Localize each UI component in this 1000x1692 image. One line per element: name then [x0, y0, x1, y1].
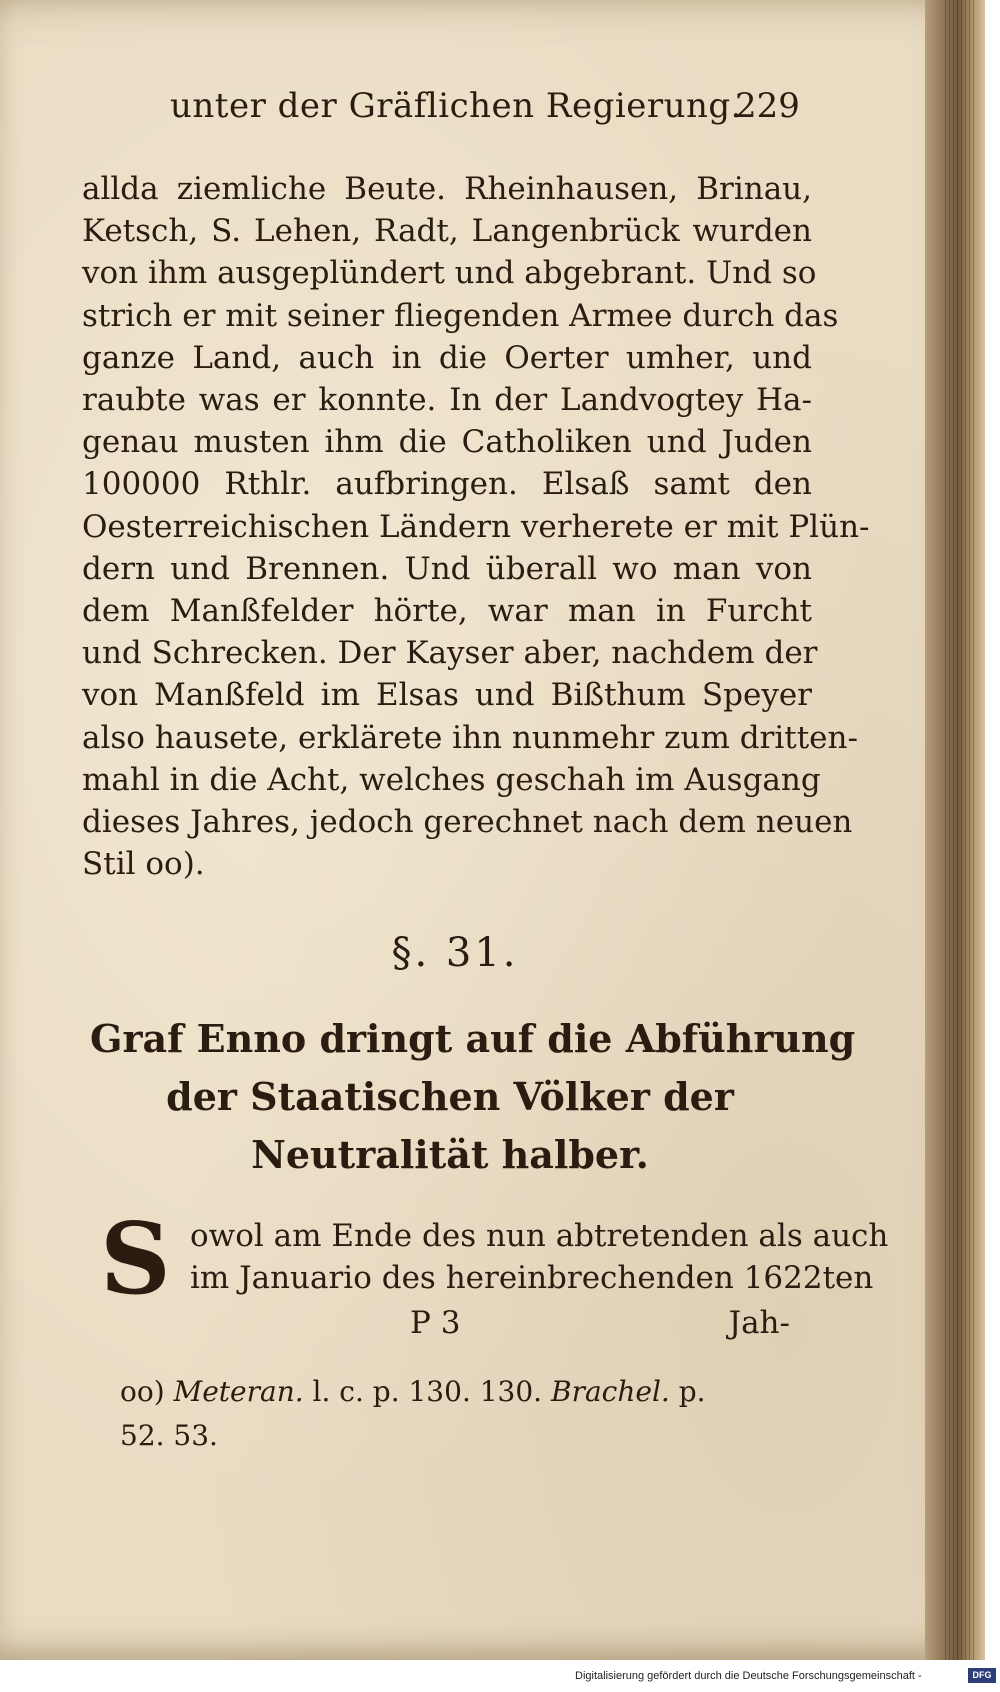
- digitization-credit: Digitalisierung gefördert durch die Deutsche Forschungsgemeinschaft -: [575, 1670, 922, 1682]
- footnote-reference: p.: [678, 1375, 706, 1408]
- body-line: genau musten ihm die Catholiken und Juden: [82, 424, 812, 461]
- running-title: unter der Gräflichen Regierung.: [170, 86, 742, 126]
- dfg-logo: DFG: [968, 1668, 996, 1683]
- body-line: Stil oo).: [82, 846, 205, 883]
- page-number: 229: [735, 86, 800, 126]
- body-line: Ketsch, S. Lehen, Radt, Langenbrück wurden: [82, 213, 812, 250]
- body-line: Oesterreichischen Ländern verherete er mit Plün-: [82, 508, 870, 545]
- body-line: allda ziemliche Beute. Rheinhausen, Brinau,: [82, 171, 812, 207]
- body-line: raubte was er konnte. In der Landvogtey Ha-: [82, 382, 812, 419]
- body-line: von ihm ausgeplündert und abgebrant. Und so: [82, 255, 817, 292]
- heading-line: Neutralität halber.: [251, 1132, 649, 1177]
- section-heading: [90, 1010, 856, 1184]
- section-number: §. 31.: [391, 930, 519, 976]
- heading-line: Graf Enno dringt auf die Abführung: [90, 1016, 856, 1061]
- body-line: mahl in die Acht, welches geschah im Ausgang: [82, 761, 821, 798]
- footnote-line: 52. 53.: [120, 1419, 218, 1452]
- paragraph-line: owol am Ende des nun abtretenden als auch: [190, 1218, 889, 1254]
- drop-cap: S: [100, 1202, 171, 1317]
- body-line: 100000 Rthlr. aufbringen. Elsaß samt den: [82, 466, 812, 503]
- footnote-line: [120, 1370, 810, 1414]
- body-line: ganze Land, auch in die Oerter umher, und: [82, 339, 812, 376]
- paragraph-line: im Januario des hereinbrechenden 1622ten: [190, 1260, 874, 1296]
- catchword: Jah-: [728, 1305, 790, 1341]
- footnote-marker: oo): [120, 1375, 165, 1408]
- body-text: [82, 168, 870, 885]
- footnote-author: Brachel.: [551, 1375, 670, 1408]
- body-line: dern und Brennen. Und überall wo man von: [82, 550, 812, 587]
- signature-mark: P 3: [410, 1305, 461, 1341]
- body-line: und Schrecken. Der Kayser aber, nachdem der: [82, 635, 818, 672]
- body-line: dieses Jahres, jedoch gerechnet nach dem neuen: [82, 804, 853, 841]
- body-line: strich er mit seiner fliegenden Armee durch das: [82, 297, 839, 334]
- body-line: also hausete, erklärete ihn nunmehr zum dritten-: [82, 719, 858, 756]
- footnote-author: Meteran.: [173, 1375, 304, 1408]
- footnote: [120, 1370, 810, 1458]
- opening-paragraph: [100, 1202, 889, 1317]
- body-line: von Manßfeld im Elsas und Bißthum Speyer: [82, 677, 812, 714]
- footnote-reference: l. c. p. 130. 130.: [312, 1375, 543, 1408]
- page-edge-lines: [945, 0, 975, 1660]
- heading-line: der Staatischen Völker der: [166, 1074, 734, 1119]
- body-line: dem Manßfelder hörte, war man in Furcht: [82, 593, 812, 630]
